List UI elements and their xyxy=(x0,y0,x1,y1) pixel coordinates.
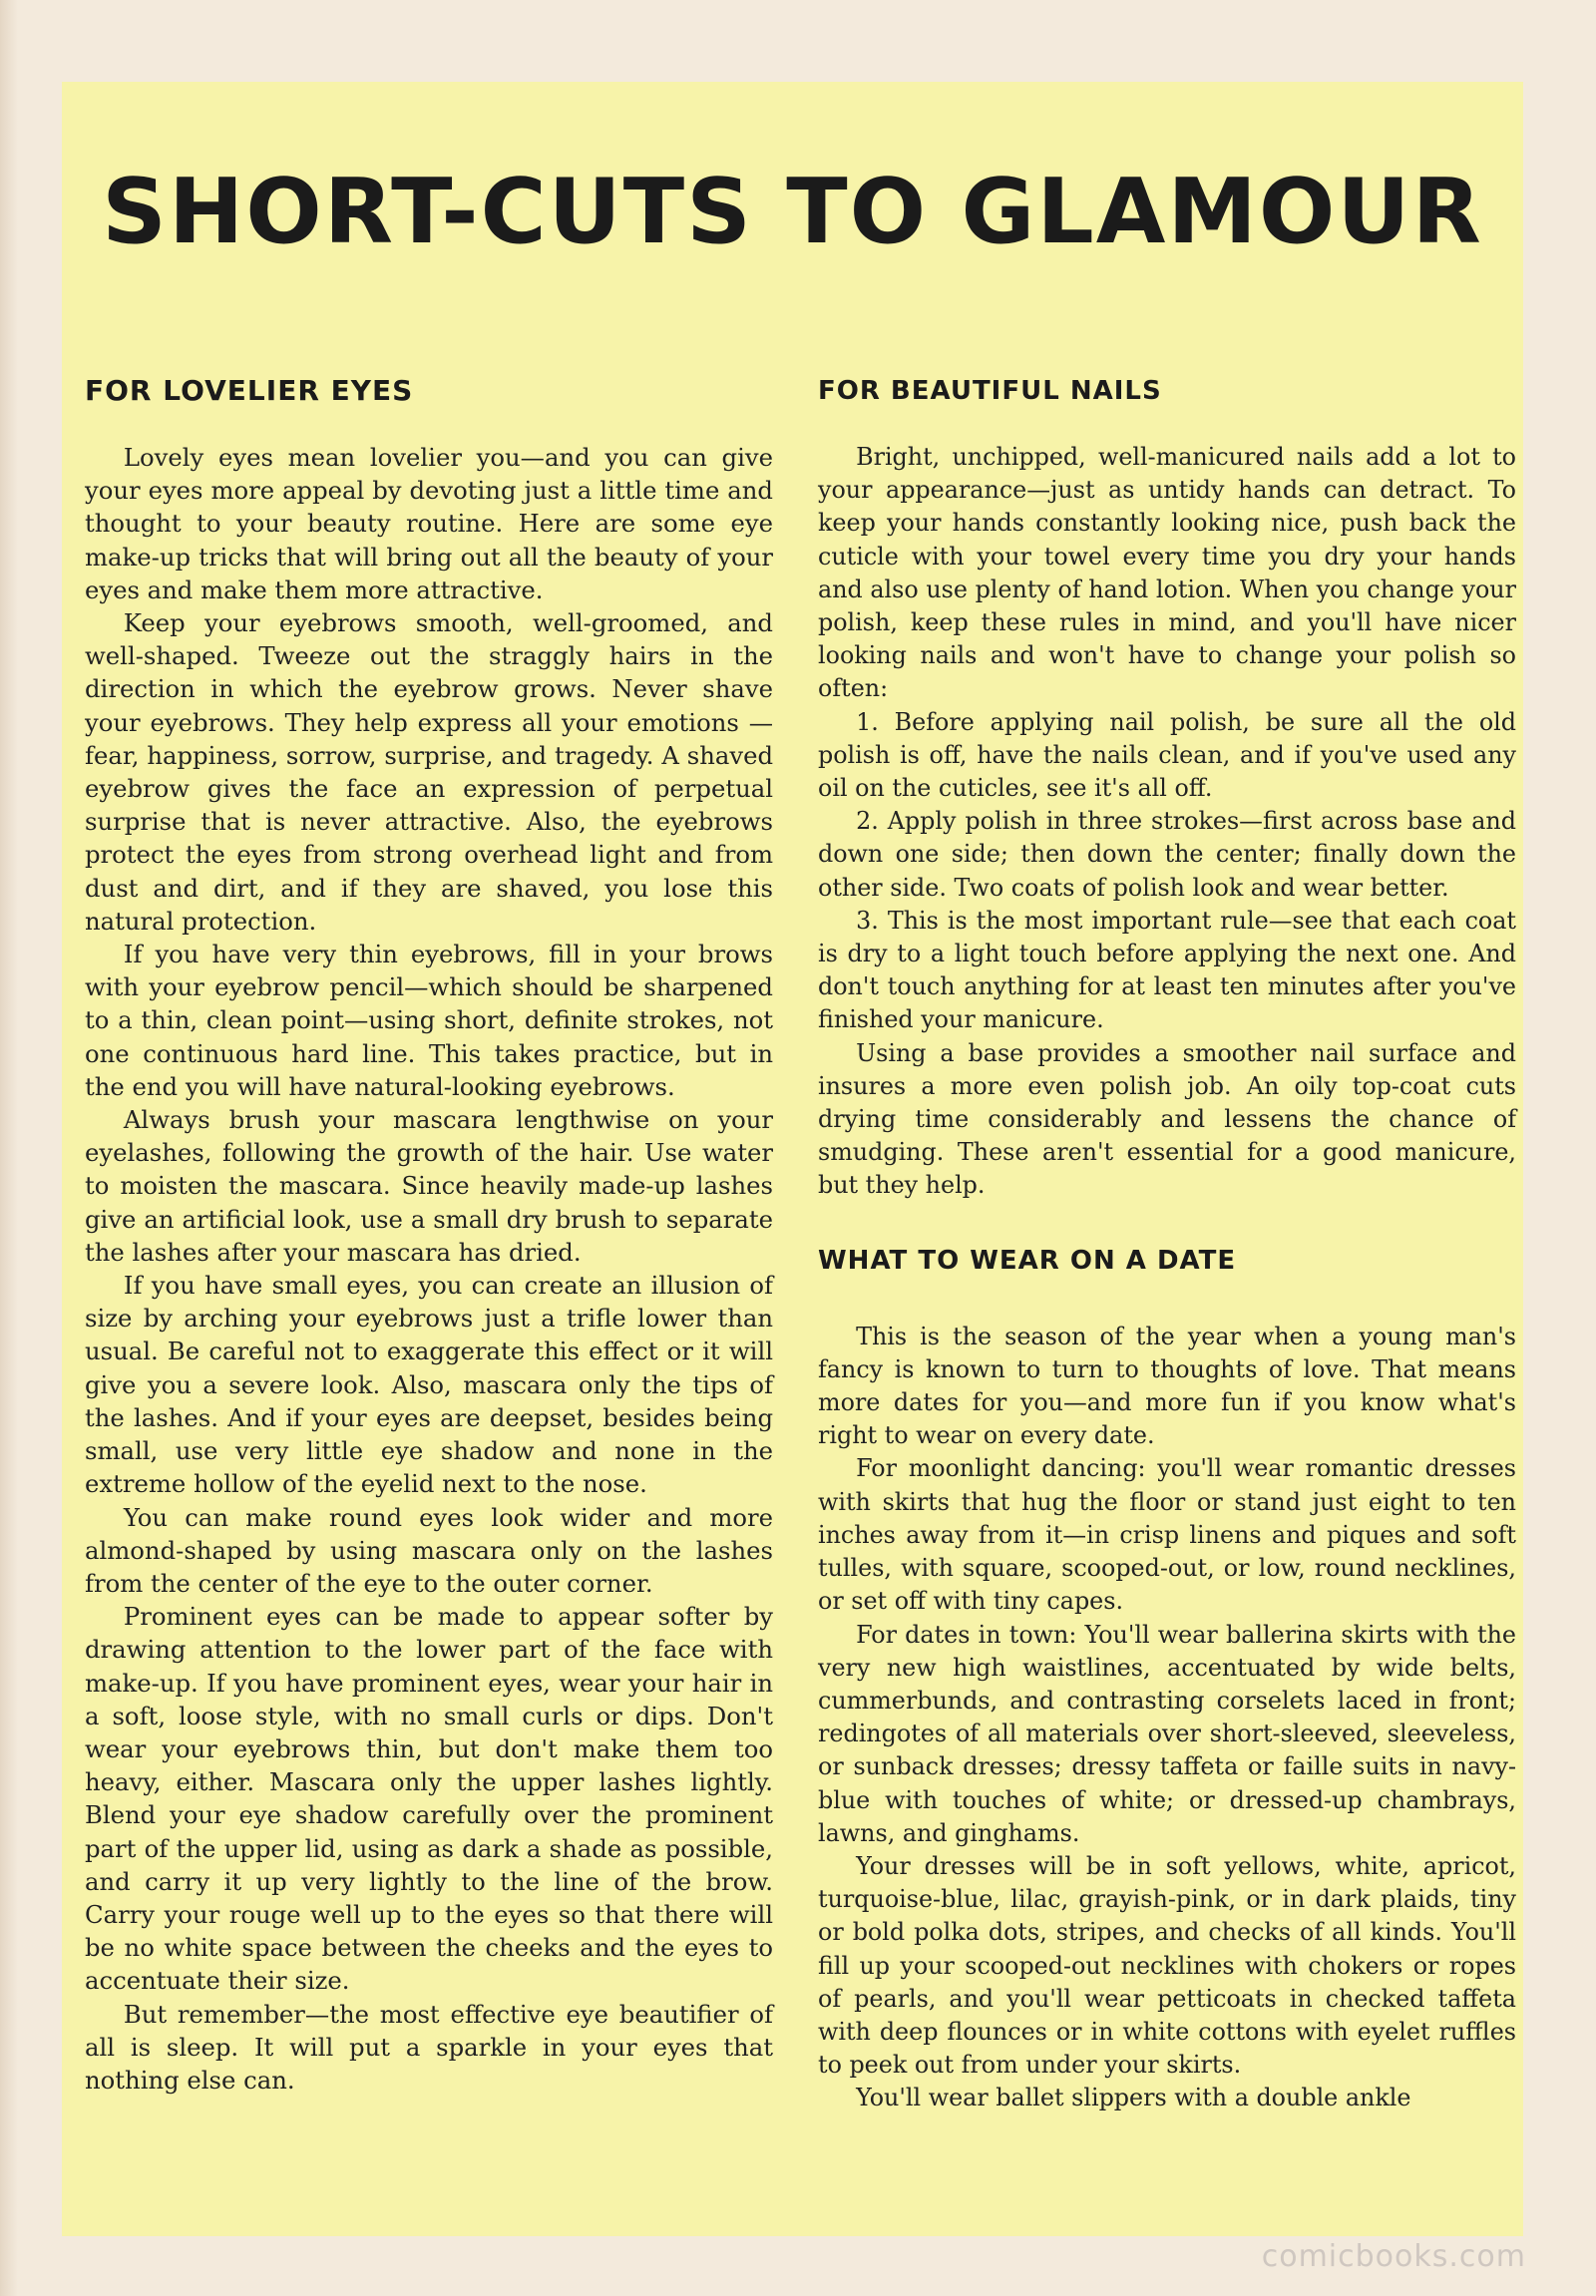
paper-edge xyxy=(0,0,18,2296)
paragraph: For moonlight dancing: you'll wear romantic dresses with skirts that hug the floor or stand just eight to ten inches away from it—in crisp linens and piques and soft tulles, with square, scooped-out, or low, round necklines, or set off with tiny capes. xyxy=(818,1454,1516,1616)
right-column xyxy=(818,371,1516,2115)
paragraph: Bright, unchipped, well-manicured nails add a lot to your appearance—just as untidy hands can detract. To keep your hands constantly looking nice, push back the cuticle with your towel every time you dry your hands and also use plenty of hand lotion. When you change your polish, keep these rules in mind, and you'll have nicer looking nails and won't have to change your polish so often: xyxy=(818,443,1516,703)
paragraph: You can make round eyes look wider and more almond-shaped by using mascara only on the lashes from the center of the eye to the outer corner. xyxy=(85,1502,773,1598)
paragraph: You'll wear ballet slippers with a double ankle xyxy=(856,2084,1411,2112)
paragraph: Using a base provides a smoother nail surface and insures a more even polish job. An oily top-coat cuts drying time considerably and lessens the chance of smudging. These aren't essential for a good manicure, but they help. xyxy=(818,1038,1516,1200)
section-heading-eyes: FOR LOVELIER EYES xyxy=(85,374,414,407)
left-column xyxy=(85,371,773,2097)
paragraph: 3. This is the most important rule—see that each coat is dry to a light touch before applying the next one. And don't touch anything for at least ten minutes after you've finished your manicure. xyxy=(818,906,1516,1034)
paragraph: For dates in town: You'll wear ballerina skirts with the very new high waistlines, accentuated by wide belts, cummerbunds, and contrasting corselets laced in front; redingotes of all materials over short-sleeved, sleeveless, or sunback dresses; dressy taffeta or faille suits in navy-blue with touches of white; or dressed-up chambrays, lawns, and ginghams. xyxy=(818,1620,1516,1847)
paragraph: Always brush your mascara lengthwise on your eyelashes, following the growth of the hair. Use water to moisten the mascara. Since heavily made-up lashes give an artificial look, use a small dry brush to separate the lashes after your mascara has dried. xyxy=(85,1105,773,1267)
paragraph: Prominent eyes can be made to appear softer by drawing attention to the lower part of the face with make-up. If you have prominent eyes, wear your hair in a soft, loose style, with no small curls or dips. Don't wear your eyebrows thin, but don't make them too heavy, either. Mascara only the upper lashes lightly. Blend your eye shadow carefully over the prominent part of the upper lid, using as dark a shade as possible, and carry it up very lightly to the line of the brow. Carry your rouge well up to the eyes so that there will be no white space between the cheeks and the eyes to accentuate their size. xyxy=(85,1602,773,1996)
paragraph: Keep your eyebrows smooth, well-groomed, and well-shaped. Tweeze out the straggly hairs in the direction in which the eyebrow grows. Never shave your eyebrows. They help express all your emotions —fear, happiness, sorrow, surprise, and tragedy. A shaved eyebrow gives the face an expression of perpetual surprise that is never attractive. Also, the eyebrows protect the eyes from strong overhead light and from dust and dirt, and if they are shaved, you lose this natural protection. xyxy=(85,608,773,936)
magazine-page xyxy=(62,82,1523,2236)
watermark: comicbooks.com xyxy=(1261,2239,1526,2274)
section-heading-nails: FOR BEAUTIFUL NAILS xyxy=(818,376,1162,406)
paragraph: If you have small eyes, you can create an illusion of size by arching your eyebrows just a trifle lower than usual. Be careful not to exaggerate this effect or it will give you a severe look. Also, mascara only the tips of the lashes. And if your eyes are deepset, besides being small, use very little eye shadow and none in the extreme hollow of the eyelid next to the nose. xyxy=(85,1271,773,1499)
section-heading-date: WHAT TO WEAR ON A DATE xyxy=(818,1245,1237,1276)
paragraph: 1. Before applying nail polish, be sure all the old polish is off, have the nails clean, and if you've used any oil on the cuticles, see it's all off. xyxy=(818,707,1516,803)
paragraph: If you have very thin eyebrows, fill in your brows with your eyebrow pencil—which should be sharpened to a thin, clean point—using short, definite strokes, not one continuous hard line. This takes practice, but in the end you will have natural-looking eyebrows. xyxy=(85,940,773,1101)
paragraph: But remember—the most effective eye beautifier of all is sleep. It will put a sparkle in your eyes that nothing else can. xyxy=(85,1999,773,2095)
paragraph: This is the season of the year when a young man's fancy is known to turn to thoughts of love. That means more dates for you—and more fun if you know what's right to wear on every date. xyxy=(818,1322,1516,1450)
paragraph: Your dresses will be in soft yellows, white, apricot, turquoise-blue, lilac, grayish-pink, or in dark plaids, tiny or bold polka dots, stripes, and checks of all kinds. You'll fill up your scooped-out necklines with chokers or ropes of pearls, and you'll wear petticoats in checked taffeta with deep flounces or in white cottons with eyelet ruffles to peek out from under your skirts. xyxy=(818,1851,1516,2080)
paragraph: Lovely eyes mean lovelier you—and you can give your eyes more appeal by devoting just a little time and thought to your beauty routine. Here are some eye make-up tricks that will bring out all the beauty of your eyes and make them more attractive. xyxy=(85,443,773,604)
paragraph: 2. Apply polish in three strokes—first across base and down one side; then down the center; finally down the other side. Two coats of polish look and wear better. xyxy=(818,807,1516,902)
page-title: SHORT-CUTS TO GLAMOUR xyxy=(102,160,1483,264)
